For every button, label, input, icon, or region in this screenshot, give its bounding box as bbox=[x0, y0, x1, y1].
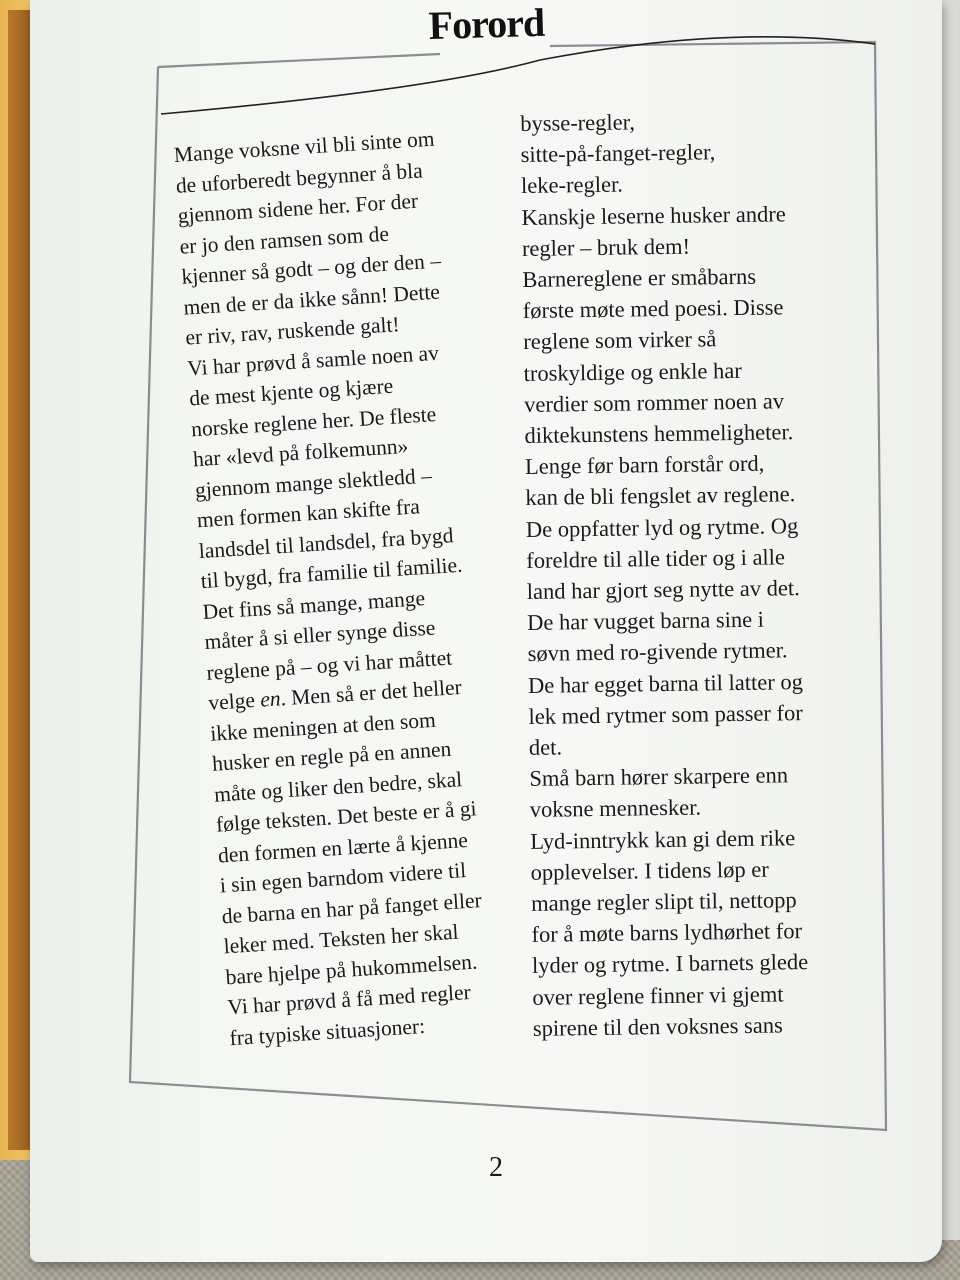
text-line: Små barn hører skarpere enn bbox=[529, 762, 789, 792]
text-line: men de er da ikke sånn! Dette bbox=[182, 279, 441, 320]
text-line: første møte med poesi. Disse bbox=[522, 294, 784, 324]
text-line: foreldre til alle tider og i alle bbox=[526, 544, 786, 573]
text-line: De oppfatter lyd og rytme. Og bbox=[525, 512, 799, 542]
text-line: husker en regle på en annen bbox=[211, 736, 452, 776]
text-line: land har gjort seg nytte av det. bbox=[526, 575, 800, 604]
text-line: følge teksten. Det beste er å gi bbox=[215, 796, 478, 837]
text-line: troskyldige og enkle har bbox=[523, 357, 742, 386]
text-line: men formen kan skifte fra bbox=[196, 494, 421, 533]
text-line: reglene på – og vi har måttet bbox=[205, 645, 453, 685]
text-line: De har egget barna til latter og bbox=[527, 668, 804, 698]
text-line: Lenge før barn forstår ord, bbox=[524, 450, 765, 480]
text-line: verdier som rommer noen av bbox=[523, 388, 785, 417]
text-line: for å møte barns lydhørhet for bbox=[531, 918, 803, 948]
text-line: mange regler slipt til, nettopp bbox=[530, 887, 797, 916]
page-number: 2 bbox=[489, 1152, 503, 1183]
text-line: opplevelser. I tidens løp er bbox=[530, 856, 769, 885]
text-line: lyder og rytme. I barnets glede bbox=[531, 949, 809, 979]
text-line: er riv, rav, ruskende galt! bbox=[184, 312, 401, 350]
text-line: Vi har prøvd å få med regler bbox=[226, 980, 472, 1020]
text-line: Mange voksne vil bli sinte om bbox=[173, 126, 436, 167]
text-line: de mest kjente og kjære bbox=[188, 373, 394, 411]
text-line: det. bbox=[528, 734, 563, 760]
text-line: voksne mennesker. bbox=[529, 795, 702, 823]
text-line: kjenner så godt – og der den – bbox=[180, 248, 442, 289]
text-line: måte og liker den bedre, skal bbox=[213, 766, 463, 807]
text-line: Lyd-inntrykk kan gi dem rike bbox=[530, 824, 796, 854]
text-line: de uforberedt begynner å bla bbox=[175, 157, 424, 198]
text-line: Det fins så mange, mange bbox=[201, 585, 426, 624]
text-line: Kanskje leserne husker andre bbox=[521, 200, 786, 230]
book-page bbox=[30, 0, 942, 1262]
text-line: over reglene finner vi gjemt bbox=[532, 981, 784, 1010]
text-line: sitte-på-fanget-regler, bbox=[520, 139, 716, 168]
text-line: Barnereglene er småbarns bbox=[522, 263, 757, 292]
text-line: bysse-regler, bbox=[520, 109, 636, 136]
text-line: lek med rytmer som passer for bbox=[528, 699, 803, 729]
text-line: de barna en har på fanget eller bbox=[221, 887, 483, 928]
text-line: bare hjelpe på hukommelsen. bbox=[224, 949, 478, 989]
text-line: fra typiske situasjoner: bbox=[228, 1013, 426, 1050]
text-line: De har vugget barna sine i bbox=[527, 606, 765, 636]
page-title: Forord bbox=[428, 0, 545, 48]
text-line: har «levd på folkemunn» bbox=[192, 433, 409, 472]
text-line: måter å si eller synge disse bbox=[203, 615, 436, 654]
text-line: reglene som virker så bbox=[523, 326, 717, 355]
text-line: ikke meningen at den som bbox=[209, 707, 437, 746]
text-line: velge en. Men så er det heller bbox=[207, 674, 463, 715]
text-line: regler – bruk dem! bbox=[521, 233, 691, 261]
text-line: kan de bli fengslet av reglene. bbox=[525, 481, 796, 511]
text-line: er jo den ramsen som de bbox=[178, 221, 390, 259]
text-line: spirene til den voksnes sans bbox=[532, 1012, 783, 1041]
text-line: Vi har prøvd å samle noen av bbox=[186, 340, 440, 381]
text-line: til bygd, fra familie til familie. bbox=[199, 552, 464, 594]
text-line: norske reglene her. De fleste bbox=[190, 401, 437, 441]
text-line: landsdel til landsdel, fra bygd bbox=[198, 522, 455, 563]
text-line: søvn med ro-givende rytmer. bbox=[527, 637, 788, 667]
text-column-right bbox=[520, 104, 809, 1044]
text-line: gjennom sidene her. For der bbox=[177, 188, 419, 228]
text-line: leker med. Teksten her skal bbox=[222, 919, 460, 959]
text-line: i sin egen barndom videre til bbox=[219, 858, 467, 898]
text-line: leke-regler. bbox=[520, 171, 624, 199]
text-line: gjennom mange slektledd – bbox=[194, 462, 433, 502]
text-line: diktekunstens hemmeligheter. bbox=[524, 419, 794, 448]
text-line: den formen en lærte å kjenne bbox=[217, 827, 469, 868]
